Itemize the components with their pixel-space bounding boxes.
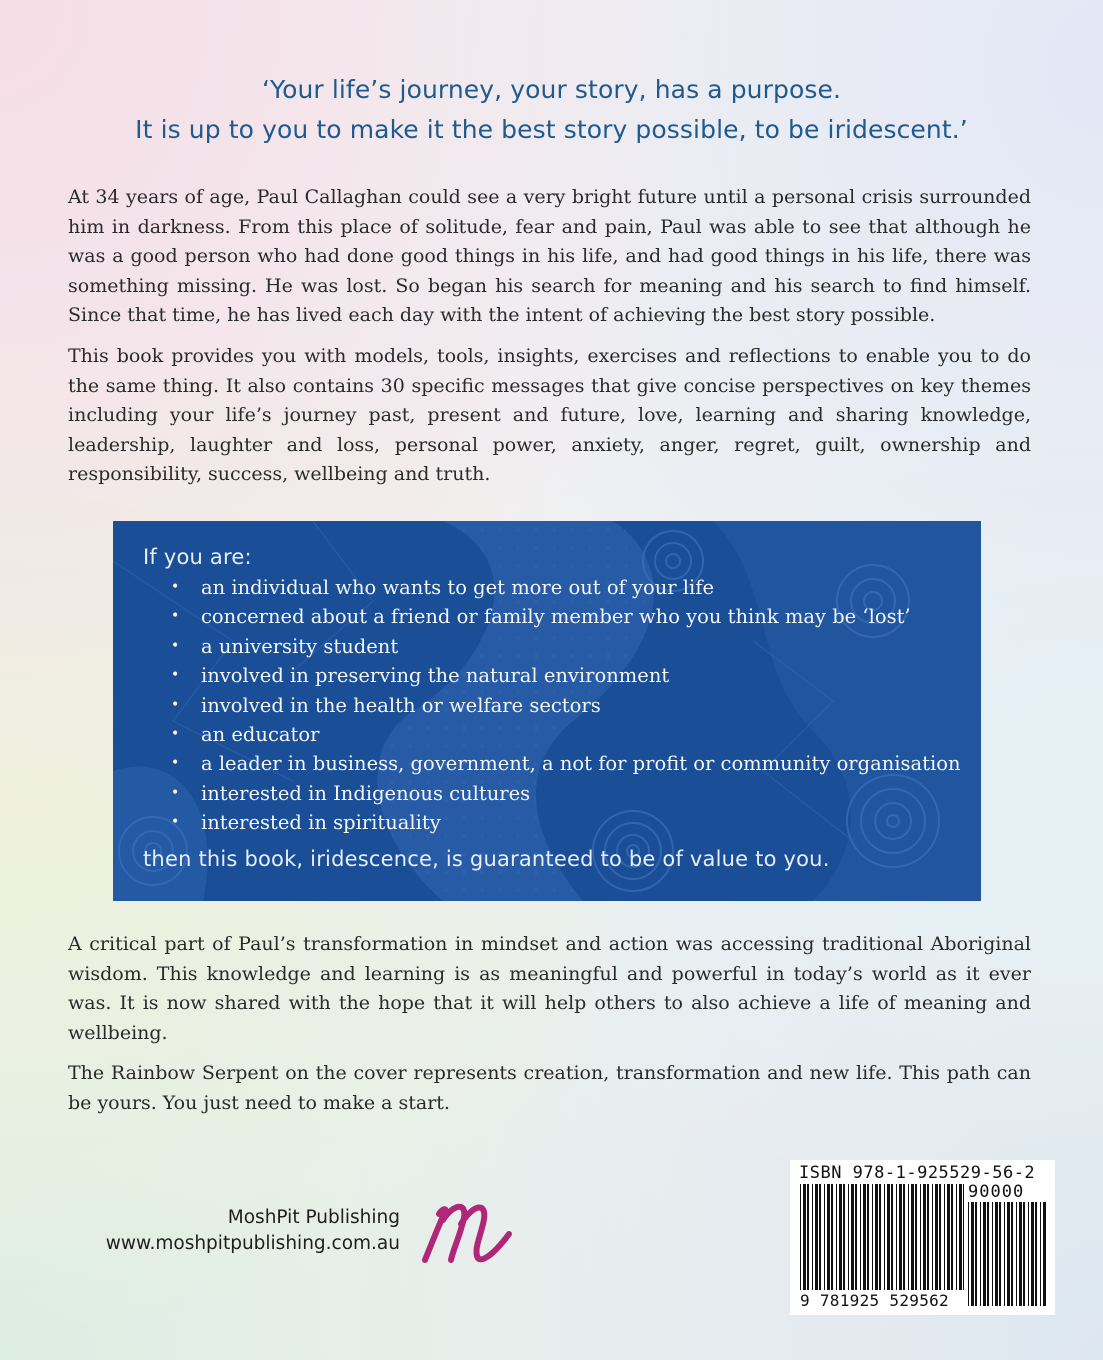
barcode-bar [959,1184,962,1290]
barcode-bar [1011,1202,1013,1306]
barcode-bar [803,1184,806,1290]
barcode-bar [851,1184,854,1290]
barcode-bar [923,1184,926,1290]
quote-line-2: It is up to you to make it the best story possible, to be iridescent.’ [135,115,968,144]
barcode-bar [891,1184,893,1290]
barcode-bar [812,1184,813,1290]
cover-quote [0,70,1103,150]
barcode-bar [827,1184,830,1290]
audience-item: • concerned about a friend or family member who you think may be ‘lost’ [143,602,973,631]
audience-item: • an educator [143,720,973,749]
barcode-bar [872,1184,873,1290]
barcode-bar [1031,1202,1034,1306]
barcode-bar [831,1184,833,1290]
barcode-bar [1007,1202,1010,1306]
barcode-bar [908,1184,909,1290]
intro-paragraph-2: This book provides you with models, tools, insights, exercises and reflections to enable you to do the same thing. It also contains 30 specific messages that give concise perspectives on key themes including your life’s journey past, present and future, love, learning and sharing knowledge, leadership, laughter and loss, personal power, anxiety, anger, regret, guilt, ownership and responsibility, success, wellbeing and truth. [68,344,1031,486]
barcode-bar [968,1202,969,1306]
bullet-icon: • [171,784,180,801]
barcode-bar [1016,1202,1017,1306]
barcode-bar [956,1184,957,1290]
audience-item: • involved in preserving the natural environment [143,661,973,690]
barcode-bar [903,1184,905,1290]
barcode-bar [939,1184,941,1290]
intro-paragraph-1: At 34 years of age, Paul Callaghan could see a very bright future until a personal crisis surrounded him in darkness. From this place of solitude, fear and pain, Paul was able to see that although he was a good person who had done good things in his life, and had good things in his life, there was something missing. He was lost. So began his search for meaning and his search to find himself. Since that time, he has lived each day with the intent of achieving the best story possible. [68,186,1031,327]
barcode-bar [855,1184,857,1290]
audience-item: • interested in spirituality [143,808,973,837]
barcode-bar [935,1184,938,1290]
audience-list [143,573,973,838]
barcode-bar [819,1184,821,1290]
bullet-icon: • [171,696,180,713]
quote-line-1: ‘Your life’s journey, your story, has a purpose. [261,75,842,104]
barcode-bar [863,1184,866,1290]
audience-panel-content [143,541,973,876]
isbn-label: ISBN 978-1-925529-56-2 [799,1163,1036,1183]
barcode-bar [1023,1202,1025,1306]
closing-paragraph-2: The Rainbow Serpent on the cover represents creation, transformation and new life. This path can be yours. You just need to make a start. [68,1062,1031,1114]
audience-item: • interested in Indigenous cultures [143,779,973,808]
barcode-bar [915,1184,917,1290]
audience-panel [113,521,981,901]
bullet-icon: • [171,637,180,654]
barcode-bar [932,1184,933,1290]
publisher-block [84,1205,400,1257]
isbn-addon-code: 90000 [968,1182,1025,1202]
publisher-name: MoshPit Publishing [227,1207,400,1228]
barcode-bar [980,1202,981,1306]
audience-lead: If you are: [143,545,252,569]
audience-item: • involved in the health or welfare sectors [143,691,973,720]
barcode-bar [843,1184,845,1290]
audience-item: • a university student [143,632,973,661]
audience-tail: then this book, iridescence, is guaranteed to be of value to you. [143,846,830,871]
bullet-icon: • [171,755,180,772]
barcode-bar [879,1184,881,1290]
barcode-bar [824,1184,825,1290]
bullet-icon: • [171,814,180,831]
barcode-bar [995,1202,998,1306]
barcode-bar [1035,1202,1037,1306]
barcode-bar [1028,1202,1029,1306]
barcode-bar [875,1184,878,1290]
ean-digits: 9 781925 529562 [800,1291,949,1310]
barcode-bar [947,1184,950,1290]
intro-section [68,183,1031,501]
publisher-logo-m-icon [413,1190,523,1275]
audience-item: • an individual who wants to get more out of your life [143,573,973,602]
barcode-bar [896,1184,897,1290]
closing-paragraph-1: A critical part of Paul’s transformation in mindset and action was accessing traditional Aboriginal wisdom. This knowledge and learning is as meaningful and powerful in today’s world as it ever was. It is now shared with the hope that it will help others to also achieve a life of meaning and wellbeing. [68,933,1031,1044]
barcode-bar [887,1184,890,1290]
barcode-bar [1040,1202,1041,1306]
barcode-bar [975,1202,977,1306]
barcode-bar [983,1202,986,1306]
barcode-bar [987,1202,989,1306]
bullet-icon: • [171,579,180,595]
barcode-bar [1043,1202,1046,1306]
barcode-bar [1004,1202,1005,1306]
barcode-bar [860,1184,861,1290]
barcode-bar [927,1184,929,1290]
barcode-bar [848,1184,849,1290]
barcode-bar [815,1184,818,1290]
barcode-bar [839,1184,842,1290]
barcode-bar [884,1184,885,1290]
barcode-bar [807,1184,809,1290]
audience-item: • a leader in business, government, a not for profit or community organisation [143,749,973,778]
bullet-icon: • [171,608,180,625]
barcode-bar [836,1184,837,1290]
closing-section [68,930,1031,1130]
barcode-bar [920,1184,921,1290]
barcode-bar [992,1202,993,1306]
publisher-url[interactable]: www.moshpitpublishing.com.au [105,1233,400,1254]
barcode-bar [951,1184,953,1290]
barcode-bar [1019,1202,1022,1306]
bullet-icon: • [171,726,180,743]
barcode-bar [911,1184,914,1290]
isbn-barcode [790,1160,1055,1315]
barcode-bar [999,1202,1001,1306]
barcode-bar [963,1184,964,1290]
bullet-icon: • [171,667,180,684]
barcode-bar [971,1202,974,1306]
barcode-bar [800,1184,801,1290]
barcode-bar [899,1184,902,1290]
barcode-bar [944,1184,945,1290]
barcode-bar [867,1184,869,1290]
